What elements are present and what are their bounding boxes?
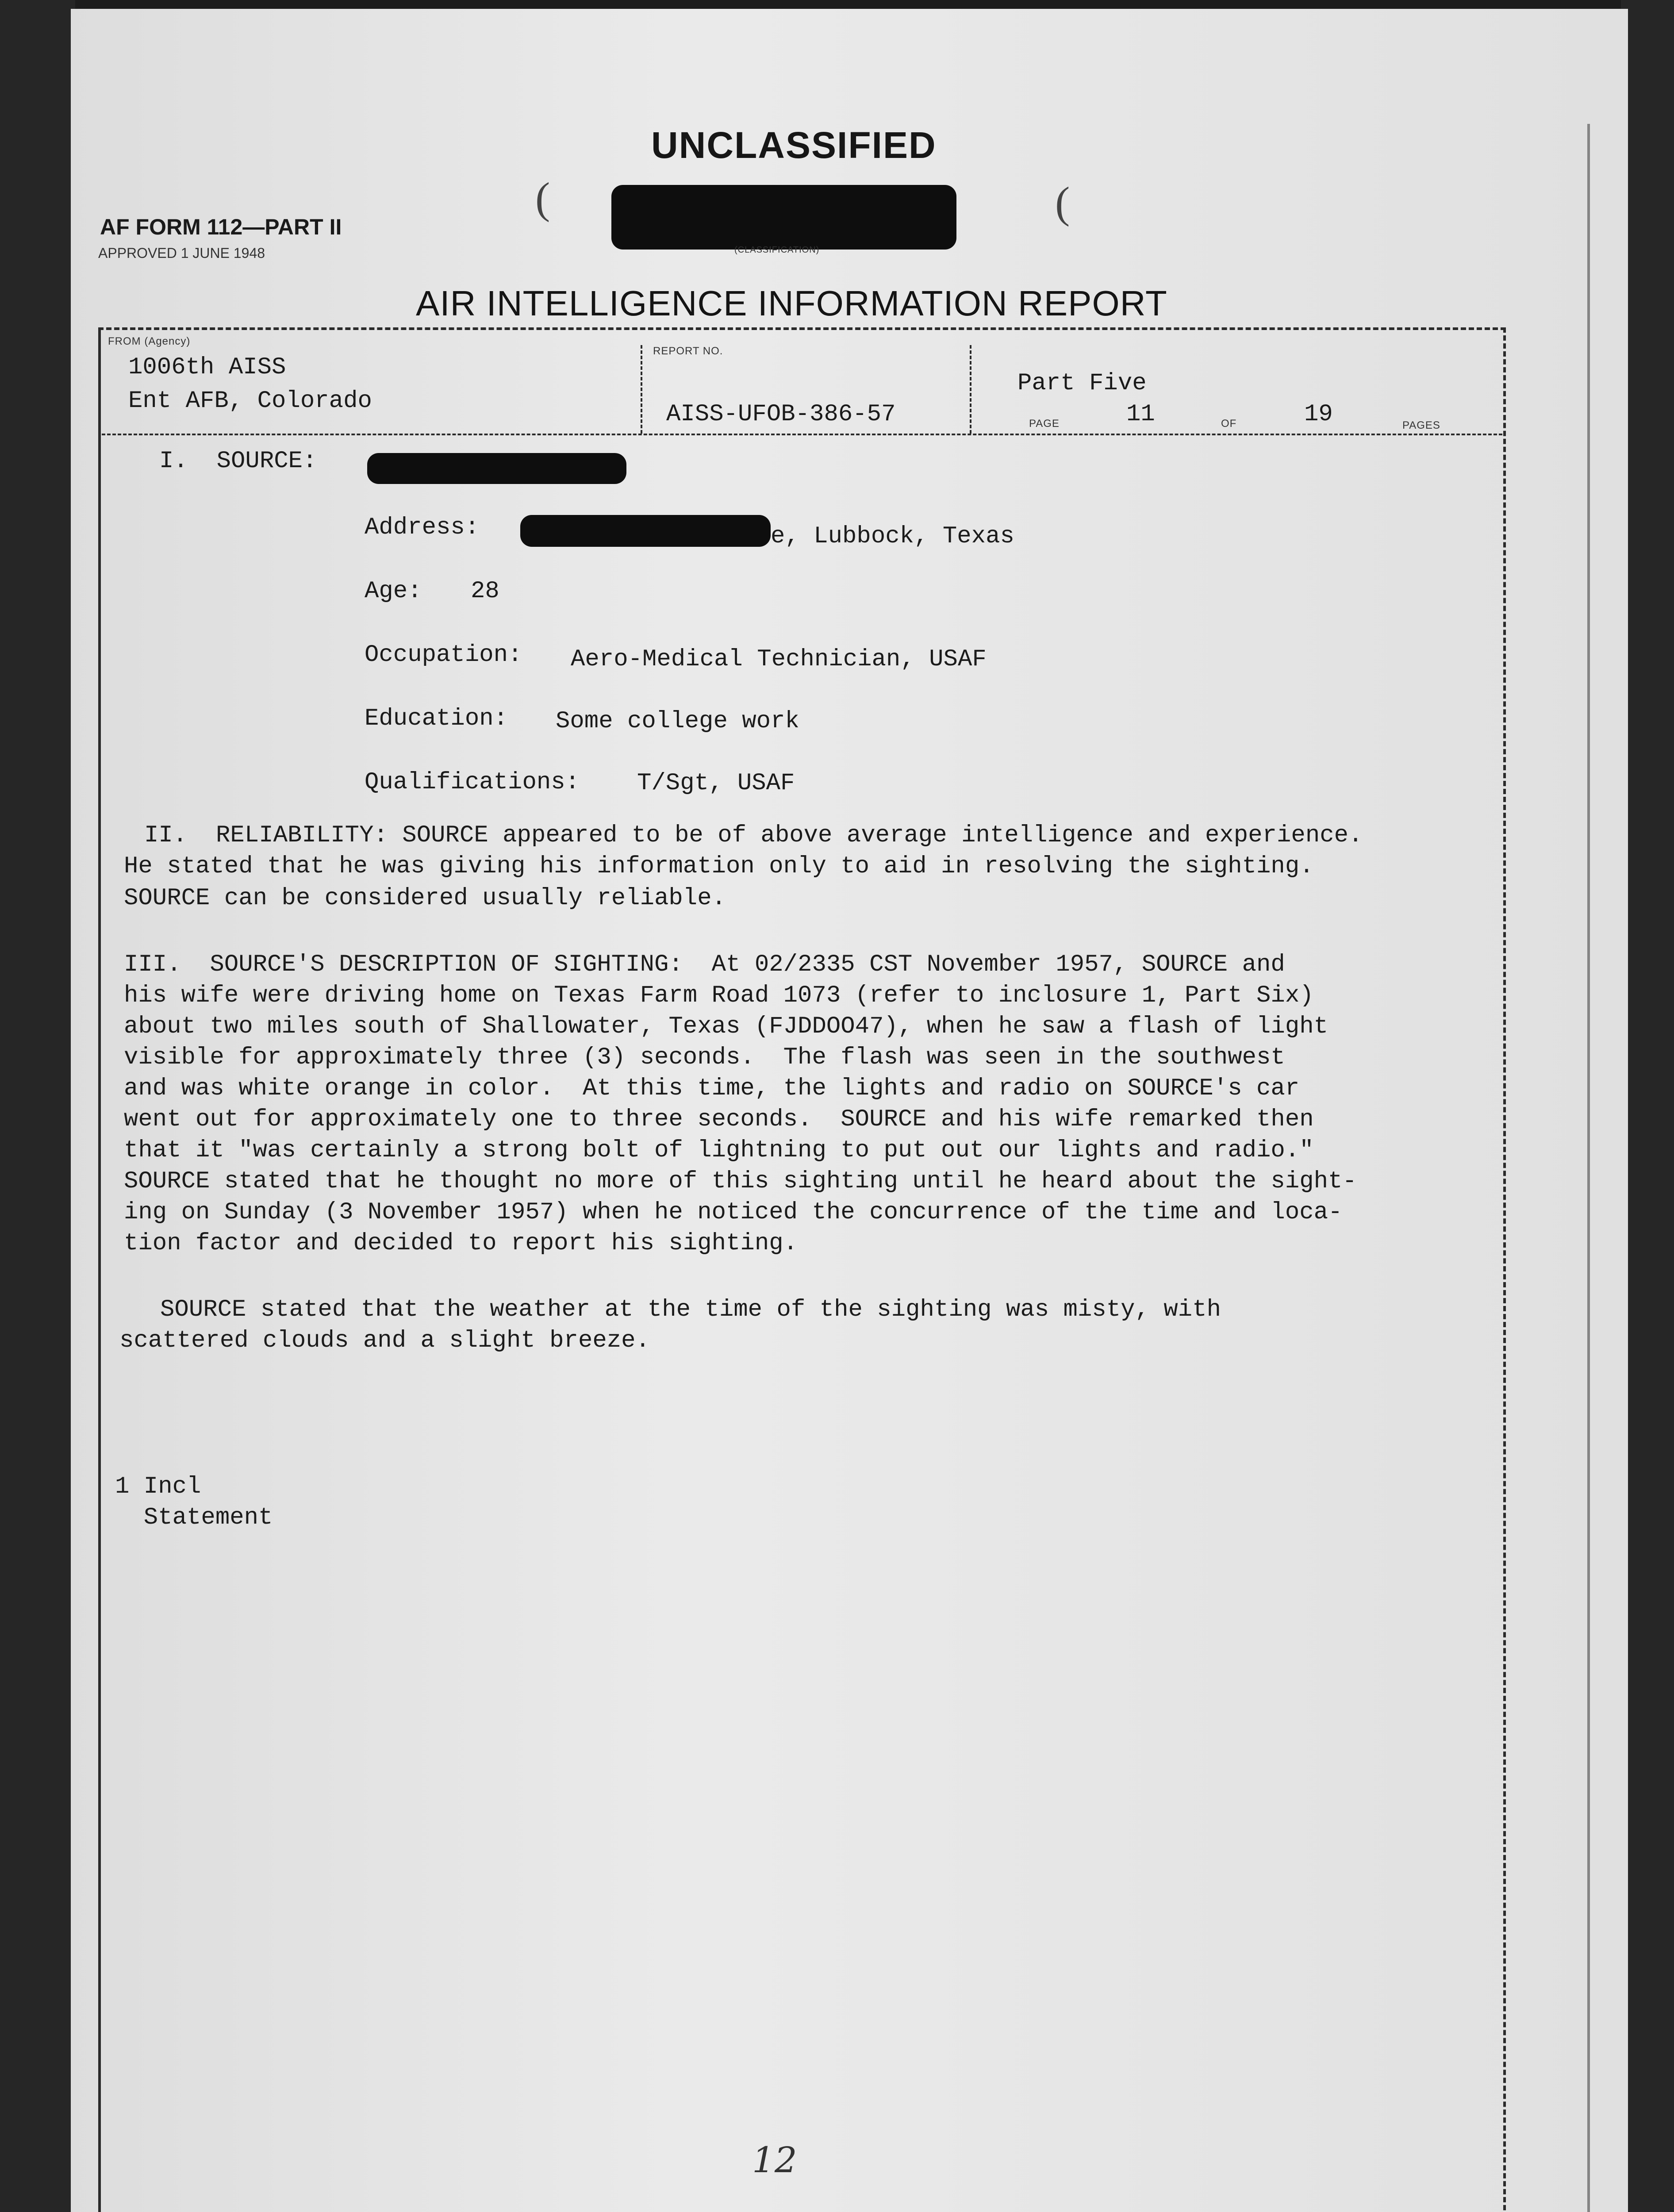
address-visible: e, Lubbock, Texas: [771, 523, 1014, 550]
redaction-classification-top: [611, 185, 956, 250]
form-id: AF FORM 112—PART II: [100, 215, 342, 239]
form-frame: [98, 327, 1506, 2212]
inclosure-count: 1 Incl: [115, 1473, 201, 1500]
source-heading: I. SOURCE:: [159, 448, 317, 475]
paren-left: (: [535, 173, 550, 223]
page-number: 11: [1126, 401, 1155, 428]
total-pages: 19: [1304, 401, 1333, 428]
handwritten-page-mark: 12: [752, 2139, 797, 2181]
redaction-address: [520, 515, 771, 547]
occupation-value: Aero-Medical Technician, USAF: [571, 646, 987, 673]
report-number: AISS-UFOB-386-57: [666, 401, 896, 428]
education-label: Education:: [365, 705, 508, 732]
description-line-1: III. SOURCE'S DESCRIPTION OF SIGHTING: At 02/2335 CST November 1957, SOURCE and: [124, 951, 1285, 978]
of-label: OF: [1221, 418, 1237, 430]
page-label: PAGE: [1029, 418, 1060, 430]
report-no-label: REPORT NO.: [653, 345, 723, 357]
weather-line-1: SOURCE stated that the weather at the time of the sighting was misty, with: [88, 1296, 1221, 1323]
description-line-3: about two miles south of Shallowater, Texas (FJDDOO47), when he saw a flash of light: [124, 1013, 1328, 1040]
education-value: Some college work: [556, 708, 799, 735]
reliability-line-2: He stated that he was giving his information only to aid in resolving the sighting.: [124, 853, 1314, 880]
reliability-line-1: II. RELIABILITY: SOURCE appeared to be of above average intelligence and experience.: [144, 822, 1363, 849]
age-label: Age:: [365, 578, 422, 605]
description-line-10: tion factor and decided to report his sighting.: [124, 1230, 798, 1257]
description-line-5: and was white orange in color. At this time, the lights and radio on SOURCE's car: [124, 1075, 1300, 1102]
description-line-2: his wife were driving home on Texas Farm Road 1073 (refer to inclosure 1, Part Six): [124, 982, 1314, 1009]
header-divider: [102, 434, 1502, 437]
qualifications-label: Qualifications:: [365, 769, 580, 796]
header-separator-2: [970, 345, 971, 434]
classification-label-top: (CLASSIFICATION): [734, 245, 820, 255]
description-line-9: ing on Sunday (3 November 1957) when he noticed the concurrence of the time and loca-: [124, 1199, 1343, 1226]
from-unit: 1006th AISS: [128, 354, 286, 381]
page-fold-shadow: [1587, 124, 1590, 2212]
classification-top: UNCLASSIFIED: [651, 124, 937, 166]
report-title: AIR INTELLIGENCE INFORMATION REPORT: [416, 284, 1167, 323]
description-line-6: went out for approximately one to three seconds. SOURCE and his wife remarked then: [124, 1106, 1314, 1133]
weather-line-2: scattered clouds and a slight breeze.: [119, 1327, 650, 1354]
header-separator-1: [641, 345, 642, 434]
description-line-7: that it "was certainly a strong bolt of lightning to put out our lights and radio.": [124, 1137, 1314, 1164]
description-line-8: SOURCE stated that he thought no more of this sighting until he heard about the sight-: [124, 1168, 1357, 1195]
from-label: FROM (Agency): [108, 335, 191, 347]
form-approved-date: APPROVED 1 JUNE 1948: [98, 245, 265, 261]
inclosure-title: Statement: [115, 1504, 273, 1531]
pages-label: PAGES: [1402, 419, 1440, 431]
scan-left-edge: [0, 0, 75, 2212]
description-line-4: visible for approximately three (3) seconds. The flash was seen in the southwest: [124, 1044, 1285, 1071]
scan-right-edge: [1621, 0, 1674, 2212]
occupation-label: Occupation:: [365, 641, 522, 668]
age-value: 28: [471, 578, 499, 605]
address-label: Address:: [365, 514, 480, 541]
paren-right: (: [1055, 178, 1070, 227]
report-part: Part Five: [1017, 370, 1147, 397]
from-location: Ent AFB, Colorado: [128, 388, 372, 415]
qualifications-value: T/Sgt, USAF: [637, 770, 795, 797]
redaction-source-name: [367, 453, 626, 484]
reliability-line-3: SOURCE can be considered usually reliable.: [124, 885, 726, 912]
